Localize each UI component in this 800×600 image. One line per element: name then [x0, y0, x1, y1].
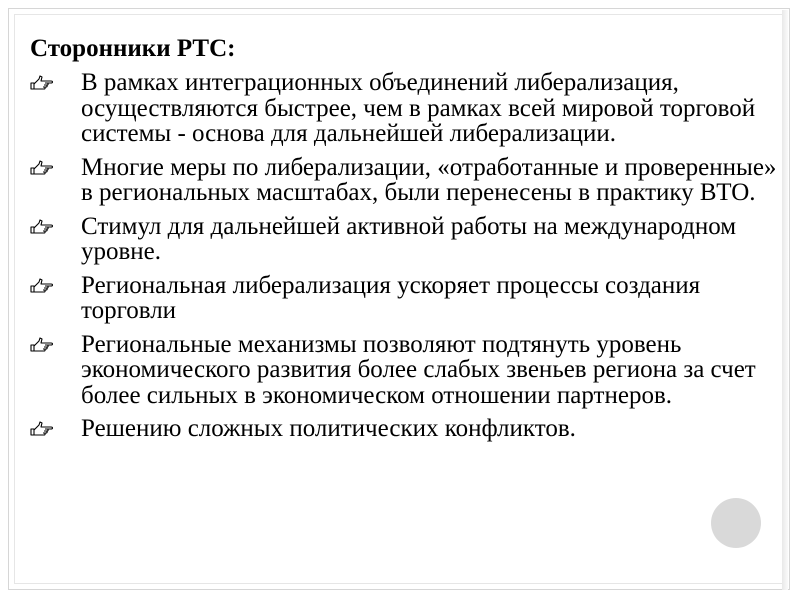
- bullet-text: Многие меры по либерализации, «отработанные и проверенные» в региональных масштабах, были перенесены в практику ВТО.: [81, 153, 777, 206]
- bullet-text: Региональная либерализация ускоряет процессы создания торговли: [81, 271, 701, 324]
- pointing-hand-icon: [30, 420, 54, 438]
- pointing-hand-icon: [30, 277, 54, 295]
- bullet-item: [30, 273, 785, 324]
- bullet-item: [30, 214, 785, 265]
- bullet-text: Стимул для дальнейшей активной работы на международном уровне.: [81, 212, 737, 265]
- bullet-text: Региональные механизмы позволяют подтянуть уровень экономического развития более слабых звеньев региона за счет более сильных в экономическом отношении партнеров.: [81, 330, 756, 409]
- slide-heading: Сторонники РТС:: [30, 35, 236, 62]
- decorative-circle: [711, 498, 761, 548]
- bullet-list: [30, 70, 785, 450]
- pointing-hand-icon: [30, 74, 54, 92]
- bullet-item: [30, 155, 785, 206]
- pointing-hand-icon: [30, 336, 54, 354]
- bullet-item: [30, 70, 785, 147]
- bullet-text: Решению сложных политических конфликтов.: [81, 415, 576, 442]
- bullet-text: В рамках интеграционных объединений либерализация, осуществляются быстрее, чем в рамках всей мировой торговой системы - основа для дальнейшей либерализации.: [81, 69, 756, 147]
- bullet-item: [30, 332, 785, 409]
- pointing-hand-icon: [30, 218, 54, 236]
- pointing-hand-icon: [30, 159, 54, 177]
- bullet-item: [30, 416, 785, 442]
